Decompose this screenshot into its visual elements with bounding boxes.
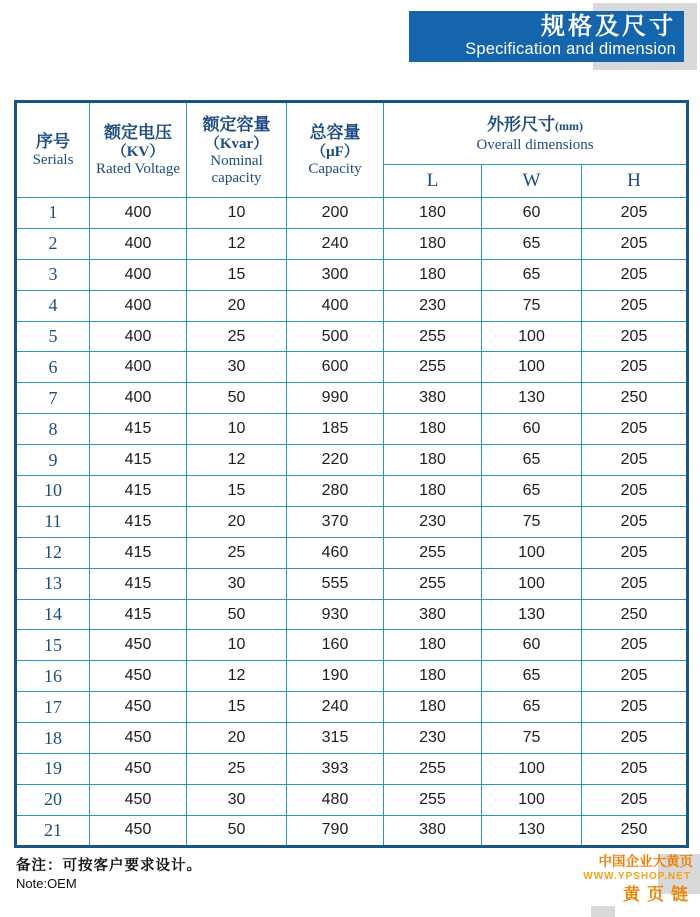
table-row — [16, 506, 688, 537]
value-cell: 205 — [582, 321, 688, 352]
value-cell: 180 — [384, 692, 482, 723]
value-cell: 380 — [384, 383, 482, 414]
table-row — [16, 784, 688, 815]
value-cell: 130 — [482, 599, 582, 630]
table-row — [16, 445, 688, 476]
value-cell: 555 — [287, 568, 384, 599]
table-row — [16, 568, 688, 599]
serial-cell: 12 — [16, 537, 90, 568]
value-cell: 10 — [187, 198, 287, 229]
table-row — [16, 630, 688, 661]
value-cell: 205 — [582, 476, 688, 507]
value-cell: 205 — [582, 692, 688, 723]
value-cell: 100 — [482, 321, 582, 352]
value-cell: 450 — [90, 754, 187, 785]
value-cell: 480 — [287, 784, 384, 815]
decor-gray-block-bottom — [591, 906, 615, 917]
value-cell: 25 — [187, 537, 287, 568]
table-row — [16, 723, 688, 754]
value-cell: 415 — [90, 445, 187, 476]
value-cell: 400 — [90, 383, 187, 414]
value-cell: 400 — [90, 198, 187, 229]
footer-note-en: Note:OEM — [16, 876, 77, 891]
value-cell: 205 — [582, 784, 688, 815]
value-cell: 400 — [287, 290, 384, 321]
value-cell: 230 — [384, 723, 482, 754]
col-header-dims-unit: (mm) — [555, 118, 583, 133]
col-header-voltage-en: Rated Voltage — [95, 161, 181, 177]
col-header-serial-zh: 序号 — [36, 132, 70, 151]
col-header-voltage-unit: （KV） — [111, 144, 165, 160]
value-cell: 790 — [287, 815, 384, 846]
value-cell: 180 — [384, 414, 482, 445]
value-cell: 400 — [90, 352, 187, 383]
value-cell: 180 — [384, 198, 482, 229]
value-cell: 380 — [384, 815, 482, 846]
table-row — [16, 259, 688, 290]
col-header-total-capacity — [287, 102, 384, 198]
value-cell: 415 — [90, 568, 187, 599]
value-cell: 15 — [187, 476, 287, 507]
value-cell: 393 — [287, 754, 384, 785]
banner-title-zh: 规格及尺寸 — [541, 13, 676, 40]
col-header-capacity-zh: 额定容量 — [202, 114, 271, 134]
value-cell: 205 — [582, 754, 688, 785]
header-banner — [409, 11, 684, 62]
value-cell: 180 — [384, 445, 482, 476]
table-row — [16, 352, 688, 383]
table-row — [16, 321, 688, 352]
value-cell: 450 — [90, 692, 187, 723]
serial-cell: 13 — [16, 568, 90, 599]
table-row — [16, 537, 688, 568]
serial-cell: 21 — [16, 815, 90, 846]
value-cell: 60 — [482, 630, 582, 661]
value-cell: 15 — [187, 259, 287, 290]
value-cell: 370 — [287, 506, 384, 537]
value-cell: 205 — [582, 537, 688, 568]
serial-cell: 20 — [16, 784, 90, 815]
serial-cell: 5 — [16, 321, 90, 352]
value-cell: 205 — [582, 414, 688, 445]
value-cell: 60 — [482, 198, 582, 229]
value-cell: 220 — [287, 445, 384, 476]
watermark — [545, 853, 695, 907]
table-row — [16, 599, 688, 630]
watermark-line2: WWW.YPSHOP.NET — [583, 871, 691, 882]
table-header — [16, 102, 688, 198]
value-cell: 25 — [187, 321, 287, 352]
value-cell: 450 — [90, 661, 187, 692]
value-cell: 75 — [482, 290, 582, 321]
value-cell: 450 — [90, 630, 187, 661]
value-cell: 205 — [582, 445, 688, 476]
serial-cell: 18 — [16, 723, 90, 754]
value-cell: 30 — [187, 784, 287, 815]
value-cell: 280 — [287, 476, 384, 507]
value-cell: 60 — [482, 414, 582, 445]
col-header-dims-en: Overall dimensions — [476, 136, 594, 153]
value-cell: 205 — [582, 290, 688, 321]
col-header-capacity-unit: （Kvar） — [204, 135, 269, 152]
serial-cell: 9 — [16, 445, 90, 476]
col-header-total-zh: 总容量 — [309, 123, 361, 142]
value-cell: 450 — [90, 723, 187, 754]
value-cell: 20 — [187, 723, 287, 754]
value-cell: 130 — [482, 383, 582, 414]
value-cell: 205 — [582, 506, 688, 537]
table-row — [16, 198, 688, 229]
value-cell: 180 — [384, 630, 482, 661]
value-cell: 75 — [482, 723, 582, 754]
serial-cell: 3 — [16, 259, 90, 290]
col-header-total-en: Capacity — [308, 161, 362, 177]
value-cell: 50 — [187, 815, 287, 846]
table-row — [16, 383, 688, 414]
value-cell: 400 — [90, 321, 187, 352]
value-cell: 30 — [187, 352, 287, 383]
value-cell: 100 — [482, 537, 582, 568]
value-cell: 180 — [384, 228, 482, 259]
value-cell: 230 — [384, 290, 482, 321]
value-cell: 100 — [482, 568, 582, 599]
value-cell: 205 — [582, 259, 688, 290]
col-header-height: H — [582, 165, 688, 198]
serial-cell: 4 — [16, 290, 90, 321]
table-body — [16, 198, 688, 847]
value-cell: 205 — [582, 228, 688, 259]
value-cell: 12 — [187, 445, 287, 476]
value-cell: 205 — [582, 198, 688, 229]
col-header-voltage-zh: 额定电压 — [104, 123, 172, 142]
value-cell: 450 — [90, 784, 187, 815]
value-cell: 415 — [90, 476, 187, 507]
footer-note-zh: 备注：可按客户要求设计。 — [16, 858, 202, 874]
serial-cell: 11 — [16, 506, 90, 537]
value-cell: 255 — [384, 352, 482, 383]
col-header-length: L — [384, 165, 482, 198]
watermark-line3: 黄页链 — [623, 885, 695, 904]
value-cell: 200 — [287, 198, 384, 229]
value-cell: 100 — [482, 784, 582, 815]
value-cell: 205 — [582, 568, 688, 599]
col-header-capacity-en: Nominal capacity — [210, 152, 263, 186]
value-cell: 180 — [384, 259, 482, 290]
col-header-rated-voltage — [90, 102, 187, 198]
table-row — [16, 290, 688, 321]
watermark-line1: 中国企业大黄页 — [598, 854, 693, 869]
value-cell: 20 — [187, 506, 287, 537]
value-cell: 990 — [287, 383, 384, 414]
value-cell: 30 — [187, 568, 287, 599]
value-cell: 415 — [90, 414, 187, 445]
value-cell: 255 — [384, 754, 482, 785]
value-cell: 205 — [582, 723, 688, 754]
value-cell: 415 — [90, 506, 187, 537]
value-cell: 450 — [90, 815, 187, 846]
col-header-dims-zh: 外形尺寸(mm) — [487, 114, 583, 134]
value-cell: 50 — [187, 599, 287, 630]
value-cell: 415 — [90, 537, 187, 568]
value-cell: 255 — [384, 537, 482, 568]
value-cell: 205 — [582, 630, 688, 661]
specification-table — [14, 100, 689, 848]
value-cell: 75 — [482, 506, 582, 537]
value-cell: 100 — [482, 754, 582, 785]
value-cell: 930 — [287, 599, 384, 630]
value-cell: 100 — [482, 352, 582, 383]
table-row — [16, 661, 688, 692]
serial-cell: 7 — [16, 383, 90, 414]
value-cell: 255 — [384, 784, 482, 815]
value-cell: 65 — [482, 259, 582, 290]
serial-cell: 16 — [16, 661, 90, 692]
value-cell: 205 — [582, 661, 688, 692]
value-cell: 255 — [384, 321, 482, 352]
value-cell: 65 — [482, 228, 582, 259]
value-cell: 65 — [482, 445, 582, 476]
value-cell: 250 — [582, 815, 688, 846]
serial-cell: 19 — [16, 754, 90, 785]
value-cell: 50 — [187, 383, 287, 414]
banner-title-en: Specification and dimension — [465, 40, 676, 58]
value-cell: 380 — [384, 599, 482, 630]
col-header-nominal-capacity — [187, 102, 287, 198]
table-row — [16, 815, 688, 846]
value-cell: 10 — [187, 414, 287, 445]
value-cell: 65 — [482, 476, 582, 507]
value-cell: 160 — [287, 630, 384, 661]
value-cell: 300 — [287, 259, 384, 290]
serial-cell: 6 — [16, 352, 90, 383]
value-cell: 65 — [482, 661, 582, 692]
value-cell: 12 — [187, 228, 287, 259]
value-cell: 180 — [384, 661, 482, 692]
value-cell: 460 — [287, 537, 384, 568]
serial-cell: 10 — [16, 476, 90, 507]
value-cell: 250 — [582, 383, 688, 414]
value-cell: 65 — [482, 692, 582, 723]
value-cell: 240 — [287, 228, 384, 259]
serial-cell: 14 — [16, 599, 90, 630]
value-cell: 15 — [187, 692, 287, 723]
table-row — [16, 754, 688, 785]
col-header-serial-en: Serials — [32, 152, 74, 168]
serial-cell: 8 — [16, 414, 90, 445]
value-cell: 25 — [187, 754, 287, 785]
serial-cell: 15 — [16, 630, 90, 661]
col-header-width: W — [482, 165, 582, 198]
serial-cell: 2 — [16, 228, 90, 259]
value-cell: 255 — [384, 568, 482, 599]
table-row — [16, 692, 688, 723]
value-cell: 205 — [582, 352, 688, 383]
serial-cell: 1 — [16, 198, 90, 229]
col-header-total-unit: （μF） — [311, 144, 359, 160]
value-cell: 190 — [287, 661, 384, 692]
col-header-serial — [16, 102, 90, 198]
table-row — [16, 414, 688, 445]
value-cell: 185 — [287, 414, 384, 445]
value-cell: 250 — [582, 599, 688, 630]
value-cell: 500 — [287, 321, 384, 352]
value-cell: 180 — [384, 476, 482, 507]
value-cell: 400 — [90, 259, 187, 290]
col-header-overall-dimensions — [384, 102, 688, 165]
value-cell: 415 — [90, 599, 187, 630]
value-cell: 20 — [187, 290, 287, 321]
value-cell: 400 — [90, 290, 187, 321]
table-row — [16, 476, 688, 507]
serial-cell: 17 — [16, 692, 90, 723]
value-cell: 12 — [187, 661, 287, 692]
value-cell: 400 — [90, 228, 187, 259]
value-cell: 240 — [287, 692, 384, 723]
value-cell: 10 — [187, 630, 287, 661]
value-cell: 315 — [287, 723, 384, 754]
value-cell: 130 — [482, 815, 582, 846]
table-row — [16, 228, 688, 259]
footer-note — [16, 857, 202, 892]
value-cell: 600 — [287, 352, 384, 383]
value-cell: 230 — [384, 506, 482, 537]
